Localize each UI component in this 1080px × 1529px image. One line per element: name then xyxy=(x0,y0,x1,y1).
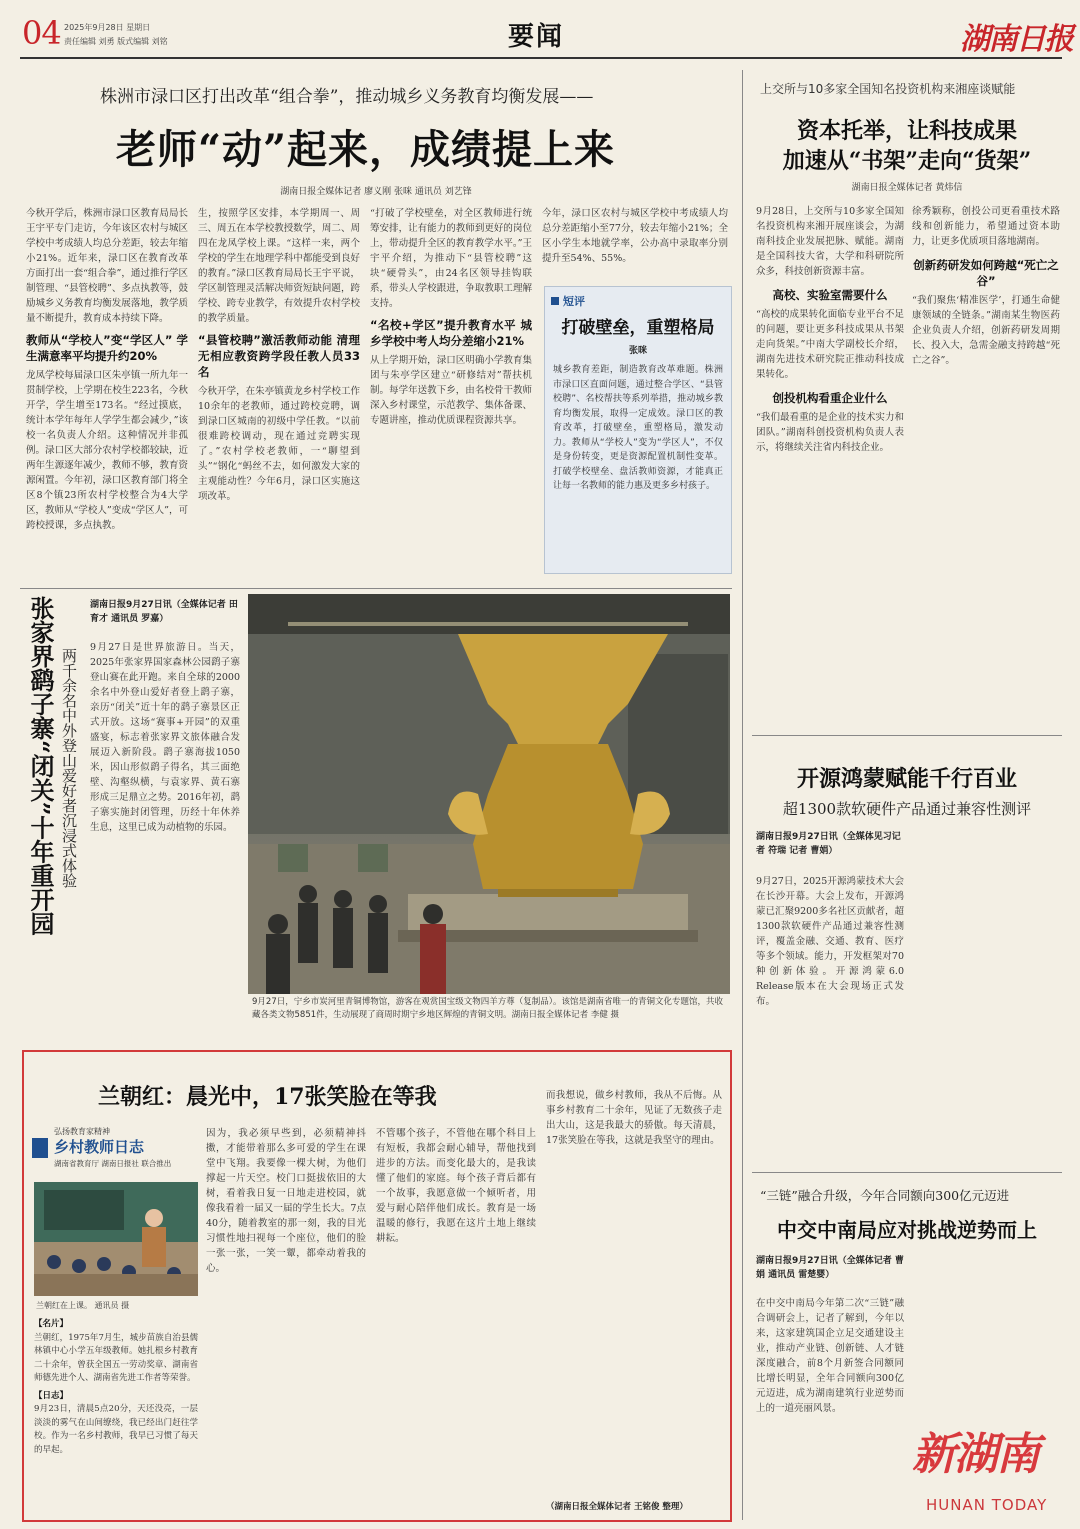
article2-col1-para1: 9月28日，上交所与10多家全国知名投资机构来湘开展座谈会，为湖南科技企业发展把脉、赋能。湖南是全国科技大省，大学和科研院所众多，科技创新资源丰富。 xyxy=(756,206,904,277)
article4-col3: 不管哪个孩子，不管他在哪个科目上有短板，我都会耐心辅导，帮他找到进步的方法。而变化最大的，是我读懂了他们的家庭。每个孩子背后都有一个故事，我愿意做一个倾听者，用爱与耐心陪伴他们成长。教育是一场温暖的修行，我愿在这片土地上继续耕耘。 xyxy=(376,1128,536,1244)
article1-col4-para: 今年，渌口区农村与城区学校中考成绩人均总分差距缩小至77分，较去年缩小21%；全区小学生本地就学率，公办高中录取率分别提升至54%、55%。 xyxy=(542,208,728,264)
article3-side-headline: 张家界鹞子寨“闭关”十年重开园 xyxy=(26,596,55,936)
commentary-author: 张咪 xyxy=(628,346,647,356)
article2-col2-para1: 徐秀颖称，创投公司更看重技术路线和创新能力，希望通过资本助力，让更多优质项目落地湖南。 xyxy=(912,206,1060,247)
bronze-zun-illustration xyxy=(248,594,730,994)
bronze-zun-photo xyxy=(248,594,730,994)
article-openharmony xyxy=(752,740,1062,1160)
article4-credit: （湖南日报全媒体记者 王铭俊 整理） xyxy=(546,1502,688,1512)
article3-dateline: 湖南日报9月27日讯（全媒体记者 田育才 通讯员 罗嘉） xyxy=(90,600,238,624)
article5-col2 xyxy=(912,830,1060,1154)
section-title: 要闻 xyxy=(508,22,565,52)
profile-label: 【名片】 xyxy=(34,1319,69,1329)
article3-side-subhead: 两千余名中外登山爱好者沉浸式体验 xyxy=(60,648,78,888)
article2-headline-2: 加速从“书架”走向“货架” xyxy=(782,148,1032,174)
article4-col4: 而我想说，做乡村教师，我从不后悔。从事乡村教育二十余年，见证了无数孩子走出大山，这是我最大的骄傲。每天清晨，17张笑脸在等我，这就是我坚守的理由。 xyxy=(546,1090,722,1146)
column-divider xyxy=(742,70,743,1520)
article1-col1-para1: 今秋开学后，株洲市渌口区教育局局长王宇平专门走访，今年该区农村与城区学校中考成绩人均总分差距，较去年缩小21%。近年来，渌口区在教育改革方面打出一套“组合拳”，通过推行学区制管理、“县管校聘”、多点执教等，鼓励城乡义务教育均衡发展落地，教学质量不断提升，教育成本持续下降。 xyxy=(26,208,188,324)
masthead-rule xyxy=(20,57,1062,59)
article1-col2-para1: 生，按照学区安排，本学期周一、周三、周五在本学校教授数学，周二、周四在龙凤学校上课。“这样一来，两个学校的学生在地理学科中都能受到良好的教育。”渌口区教育局局长王宇平说，学区制管理灵活解决师资短缺问题，跨学校、跨专业教学，有效提升农村学校的教学质量。 xyxy=(198,208,360,324)
column-banner xyxy=(32,1126,192,1178)
column-sponsor: 湖南省教育厅 湖南日报社 联合推出 xyxy=(54,1159,172,1168)
column-tag: 弘扬教育家精神 xyxy=(54,1127,110,1136)
article2-subhead-2: 创新药研发如何跨越“死亡之谷” xyxy=(913,258,1059,288)
article-education-reform xyxy=(20,66,732,586)
article-rural-teacher xyxy=(22,1050,732,1522)
article6-headline: 中交中南局应对挑战逆势而上 xyxy=(777,1218,1037,1242)
article2-byline: 湖南日报全媒体记者 黄炜信 xyxy=(851,183,963,193)
editors-line: 责任编辑 刘勇 版式编辑 刘铭 xyxy=(64,37,168,46)
article-zhangjiajie xyxy=(20,592,732,1044)
article1-col4 xyxy=(542,206,728,286)
article2-col2-para2: “我们聚焦‘精准医学’，打通生命健康领域的全链条。”湖南某生物医药企业负责人介绍，创新药研发周期长、投入大，急需金融支持跨越“死亡之谷”。 xyxy=(912,295,1060,366)
article2-col2 xyxy=(912,204,1060,724)
watermark-subtext: HUNAN TODAY xyxy=(926,1496,1048,1514)
article1-kicker: 株洲市渌口区打出改革“组合拳”，推动城乡义务教育均衡发展—— xyxy=(100,87,594,107)
column-logo-icon xyxy=(32,1138,48,1158)
article1-col2 xyxy=(198,206,360,584)
article-capital-tech xyxy=(752,66,1062,726)
diary-label: 【日志】 xyxy=(34,1390,69,1401)
watermark-logo: 新湖南 xyxy=(912,1429,1038,1480)
article6-dateline: 湖南日报9月27日讯（全媒体记者 曹娟 通讯员 雷楚婴） xyxy=(756,1256,904,1280)
article1-col3-para2: 从上学期开始，渌口区明确小学教育集团与朱亭学区建立“研修结对”帮扶机制。每学年送教下乡，由名校骨干教师深入乡村课堂，示范教学、集体备课、专题讲座，推动优质课程资源共享。 xyxy=(370,355,532,426)
profile-text: 兰朝红，1975年7月生，城步苗族自治县儒林镇中心小学五年级教师。她扎根乡村教育二十余年，曾获全国五一劳动奖章、湖南省师德先进个人、湖南省先进工作者等荣誉。 xyxy=(34,1332,198,1383)
commentary-box xyxy=(544,286,732,574)
masthead xyxy=(0,0,1080,60)
watermark xyxy=(908,1418,1068,1522)
bronze-photo-caption: 9月27日，宁乡市炭河里青铜博物馆，游客在观赏国宝级文物四羊方尊（复制品）。该馆是湖南省唯一的青铜文化专题馆，共收藏各类文物5851件，生动展现了商周时期宁乡地区辉煌的青铜文明。湖南日报全媒体记者 李健 摄 xyxy=(252,997,723,1020)
article1-subhead-1: 教师从“学校人”变“学区人” 学生满意率平均提升约20% xyxy=(26,333,188,363)
article1-col3 xyxy=(370,206,532,584)
article5-subhead: 超1300款软硬件产品通过兼容性测评 xyxy=(782,800,1032,818)
classroom-photo-caption: 兰朝红在上课。 通讯员 摄 xyxy=(36,1301,130,1310)
classroom-illustration xyxy=(34,1182,198,1296)
article2-col1-para3: “我们最看重的是企业的技术实力和团队。”湖南科创投资机构负责人表示，将继续关注省内科技企业。 xyxy=(756,412,904,453)
rule-right-mid xyxy=(752,735,1062,736)
article5-body: 9月27日，2025开源鸿蒙技术大会在长沙开幕。大会上发布，开源鸿蒙已汇聚9200多名社区贡献者，超1300款软硬件产品通过兼容性测评，覆盖金融、交通、教育、医疗等多个领域。能力，开发框架对70种创新体验。开源鸿蒙6.0 Release版本在大会现场正式发布。 xyxy=(756,876,904,1007)
article1-col2-para2: 今秋开学，在朱亭镇黄龙乡村学校工作10余年的老教师，通过跨校竞聘，调到渌口区城南的初级中学任教。“以前很难跨校调动，现在通过竞聘实现了。”农村学校老教师，一“聊望到头”“钢化“蚂丝不去，如何激发大家的主观能动性？今年6月，渌口区实施这项改革。 xyxy=(198,386,360,502)
article1-col3-para1: “打破了学校壁垒，对全区教师进行统筹安排，让有能力的教师到更好的岗位上，带动提升全区的教育教学水平。”王宇平介绍，为推动下“县管校聘”这块“硬骨头”，由24名区领导挂钩联系，带头人学校跟进，争取教职工理解支持。 xyxy=(370,208,532,309)
article3-body: 9月27日是世界旅游日。当天，2025年张家界国家森林公园鹞子寨登山赛在此开跑。来自全球的2000余名中外登山爱好者登上鹞子寨，亲历“闭关”近十年的鹞子寨景区正式开放。这场“赛事+开园”的双重盛宴，标志着张家界文旅体融合发展迈入新阶段。鹞子寨海拔1050米，因山形似鹞子得名，其三面绝壁、沟壑纵横，与袁家界、黄石寨形成三足鼎立之势。2016年初，鹞子寨实施封闭管理，历经十年休养生息，这里已成为动植物的乐园。 xyxy=(90,642,240,833)
article6-body: 在中交中南局今年第二次“三链”融合调研会上，记者了解到，今年以来，这家建筑国企立足交通建设主业，推动产业链、创新链、人才链深度融合，前8个月新签合同额同比增长明显，全年合同额向300亿元迈进，成为湖南建筑行业逆势而上的一道亮丽风景。 xyxy=(756,1298,904,1414)
article1-headline: 老师“动”起来，成绩提上来 xyxy=(116,126,616,173)
article2-kicker: 上交所与10多家全国知名投资机构来湘座谈赋能 xyxy=(760,82,1016,96)
commentary-label-text: 短评 xyxy=(563,295,585,308)
commentary-label xyxy=(551,293,585,309)
classroom-photo xyxy=(34,1182,198,1296)
diary-text: 9月23日，清晨5点20分，天还没亮，一层淡淡的雾气在山间缭绕，我已经出门赶往学校。作为一名乡村教师，我早已习惯了每天的早起。 xyxy=(34,1404,198,1455)
page-number: 04 xyxy=(22,14,61,52)
rule-left-mid xyxy=(20,588,732,589)
article5-headline: 开源鸿蒙赋能千行百业 xyxy=(796,766,1017,792)
article4-headline: 兰朝红：晨光中，17张笑脸在等我 xyxy=(98,1084,437,1110)
article1-subhead-3: “名校+学区”提升教育水平 城乡学校中考人均分差缩小21% xyxy=(370,318,532,348)
article2-headline-1: 资本托举，让科技成果 xyxy=(796,118,1017,144)
article1-byline: 湖南日报全媒体记者 廖义刚 张咪 通讯员 刘艺锋 xyxy=(280,187,472,197)
article4-col2: 因为，我必须早些到，必须精神抖擞，才能带着那么多可爱的学生在课堂中飞翔。我要像一棵大树，为他们撑起一片天空。校门口挺拔依旧的大树，看着我日复一日地走进校园，就像我看着一届又一届的学生长大。7点40分，随着教室的那一刻，我的目光习惯性地扫视每一个座位，他们的脸一张一张，一笑一颦，都牵动着我的心。 xyxy=(206,1128,366,1274)
article1-col1-para2: 龙凤学校每届渌口区朱亭镇一所九年一贯制学校，上学期在校生223名，今秋开学，学生增至173名。“经过摸底，统计本学年每年人学学生都会减少，”该校一名负责人介绍。这种情况并非孤例。渌口区大部分农村学校都较缺，近两年生源逐年减少，教师不够，教育资源闲置。今年初，渌口区教育部门将全区8个镇23所农村学校整合为4大学区，教师从“学校人”变成“学区人”，可跨校授课，多点执教。 xyxy=(26,370,188,531)
commentary-label-marker xyxy=(551,297,559,305)
column-name: 乡村教师日志 xyxy=(54,1138,145,1156)
commentary-title: 打破壁垒，重塑格局 xyxy=(561,318,715,338)
article2-col1-para2: “高校的成果转化面临专业平台不足的问题，要让更多科技成果从书架走向货架。”中南大学副校长介绍，湖南先进技术研究院正推动科技成果转化。 xyxy=(756,309,904,380)
article2-subhead-3: 创投机构看重企业什么 xyxy=(772,391,888,405)
commentary-body: 城乡教育差距，制造教育改革难题。株洲市渌口区直面问题，通过整合学区、“县管校聘”、名校帮扶等系列举措，推动城乡教育均衡发展，取得一定成效。渌口区的教育改革，打破壁垒，重塑格局，激发动力。教师从“学校人”变为“学区人”，不仅是身份转变，更是资源配置机制性变革。打破学校壁垒、盘活教师资源，才能真正让每一名教师的能力惠及更多乡村孩子。 xyxy=(553,365,723,491)
article1-subhead-2: “县管校聘”激活教师动能 清理无相应教资跨学段任教人员33名 xyxy=(198,333,360,379)
teacher-profile xyxy=(34,1318,198,1518)
paper-logo: 湖南日报 xyxy=(960,22,1072,57)
rule-right-lower xyxy=(752,1172,1062,1173)
article6-kicker: “三链”融合升级，今年合同额向300亿元迈进 xyxy=(760,1188,1010,1203)
article1-col1 xyxy=(26,206,188,584)
article2-subhead-1: 高校、实验室需要什么 xyxy=(772,288,888,302)
article5-dateline: 湖南日报9月27日讯（全媒体见习记者 符瑞 记者 曹娟） xyxy=(756,832,901,856)
date-line: 2025年9月28日 星期日 xyxy=(64,23,151,32)
article2-col1 xyxy=(756,204,904,724)
